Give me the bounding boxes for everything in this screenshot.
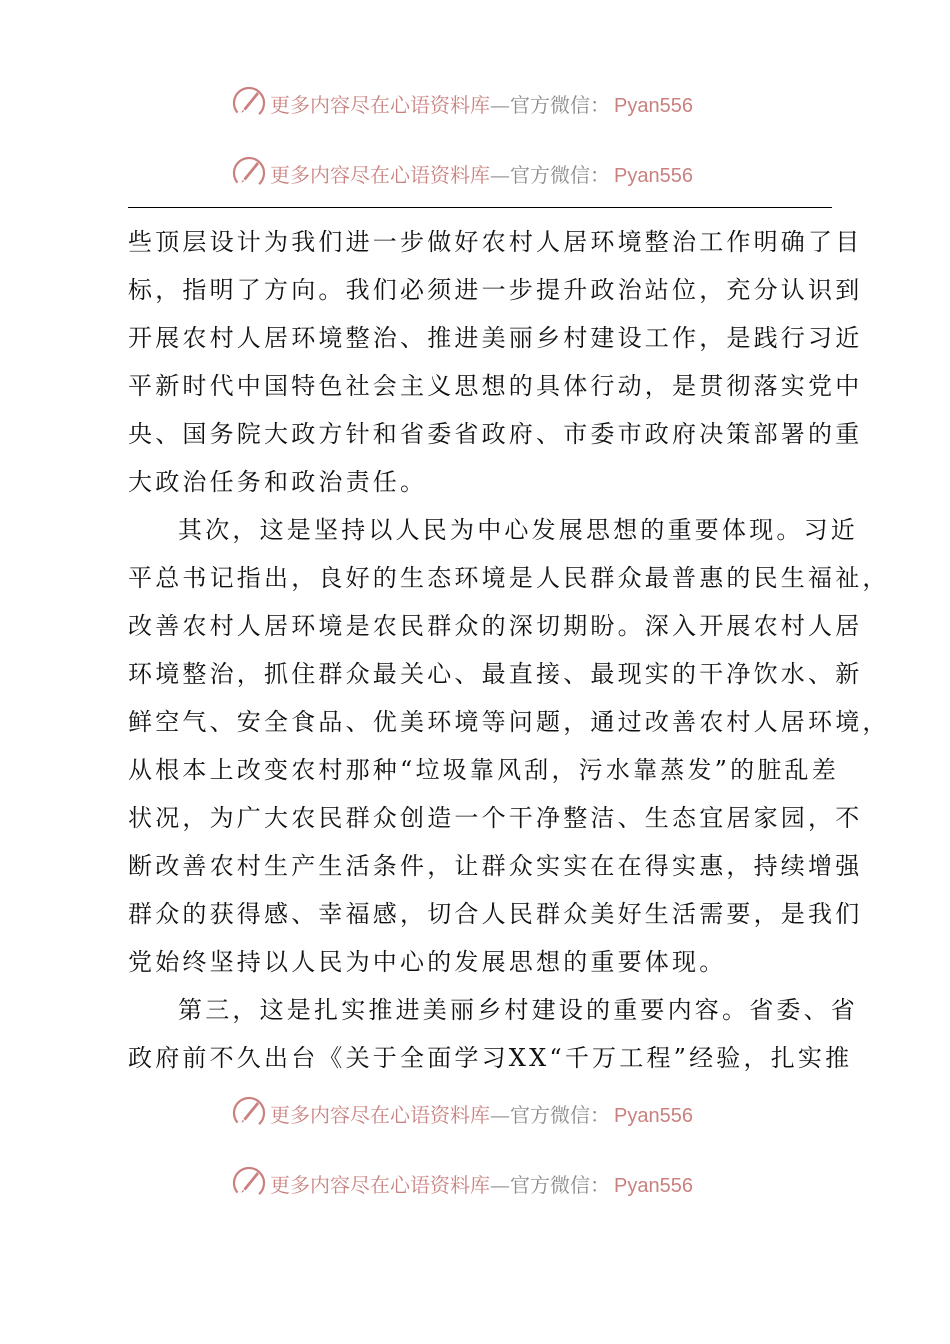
- text-line: 从根本上改变农村那种“垃圾靠风刮，污水靠蒸发”的脏乱差: [128, 756, 839, 784]
- text-line: 平新时代中国特色社会主义思想的具体行动，是贯彻落实党中: [128, 372, 863, 400]
- text-line: 群众的获得感、幸福感，切合人民群众美好生活需要，是我们: [128, 900, 863, 928]
- text-line: 些顶层设计为我们进一步做好农村人居环境整治工作明确了目: [128, 228, 863, 256]
- text-line: 鲜空气、安全食品、优美环境等问题，通过改善农村人居环境，: [128, 708, 890, 736]
- watermark-wechat-id: Pyan556: [614, 164, 693, 187]
- text-line: 标，指明了方向。我们必须进一步提升政治站位，充分认识到: [128, 276, 863, 304]
- text-line: 平总书记指出，良好的生态环境是人民群众最普惠的民生福祉，: [128, 564, 890, 592]
- header-watermark-1: [230, 83, 750, 123]
- paragraph-start-line: 第三，这是扎实推进美丽乡村建设的重要内容。省委、省: [178, 996, 858, 1024]
- header-rule: [128, 207, 832, 208]
- watermark-brand: 更多内容尽在心语资料库: [270, 1102, 490, 1127]
- paragraph-start-line: 其次，这是坚持以人民为中心发展思想的重要体现。习近: [178, 516, 858, 544]
- watermark-wechat-id: Pyan556: [614, 94, 693, 117]
- watermark-dash: —: [490, 1102, 510, 1127]
- text-line: 央、国务院大政方针和省委省政府、市委市政府决策部署的重: [128, 420, 863, 448]
- document-body: [128, 218, 890, 1082]
- header-watermark-2: [230, 153, 750, 193]
- watermark-wechat-label: 官方微信：: [510, 162, 610, 187]
- text-line: 开展农村人居环境整治、推进美丽乡村建设工作，是践行习近: [128, 324, 863, 352]
- watermark-wechat-label: 官方微信：: [510, 1172, 610, 1197]
- text-line: 环境整治，抓住群众最关心、最直接、最现实的干净饮水、新: [128, 660, 863, 688]
- text-line: 大政治任务和政治责任。: [128, 468, 428, 496]
- text-line: 断改善农村生产生活条件，让群众实实在在得实惠，持续增强: [128, 852, 863, 880]
- footer-watermark-2: [230, 1163, 750, 1203]
- watermark-wechat-label: 官方微信：: [510, 1102, 610, 1127]
- watermark-wechat-label: 官方微信：: [510, 92, 610, 117]
- pen-nib-icon: [230, 1094, 268, 1132]
- pen-nib-icon: [230, 154, 268, 192]
- watermark-wechat-id: Pyan556: [614, 1174, 693, 1197]
- text-line: 状况，为广大农民群众创造一个干净整洁、生态宜居家园，不: [128, 804, 863, 832]
- watermark-wechat-id: Pyan556: [614, 1104, 693, 1127]
- watermark-dash: —: [490, 162, 510, 187]
- text-line: 改善农村人居环境是农民群众的深切期盼。深入开展农村人居: [128, 612, 863, 640]
- pen-nib-icon: [230, 1164, 268, 1202]
- watermark-dash: —: [490, 92, 510, 117]
- watermark-brand: 更多内容尽在心语资料库: [270, 1172, 490, 1197]
- text-line: 党始终坚持以人民为中心的发展思想的重要体现。: [128, 948, 727, 976]
- watermark-dash: —: [490, 1172, 510, 1197]
- footer-watermark-1: [230, 1093, 750, 1133]
- pen-nib-icon: [230, 84, 268, 122]
- watermark-brand: 更多内容尽在心语资料库: [270, 162, 490, 187]
- text-line: 政府前不久出台《关于全面学习XX“千万工程”经验，扎实推: [128, 1044, 853, 1072]
- watermark-brand: 更多内容尽在心语资料库: [270, 92, 490, 117]
